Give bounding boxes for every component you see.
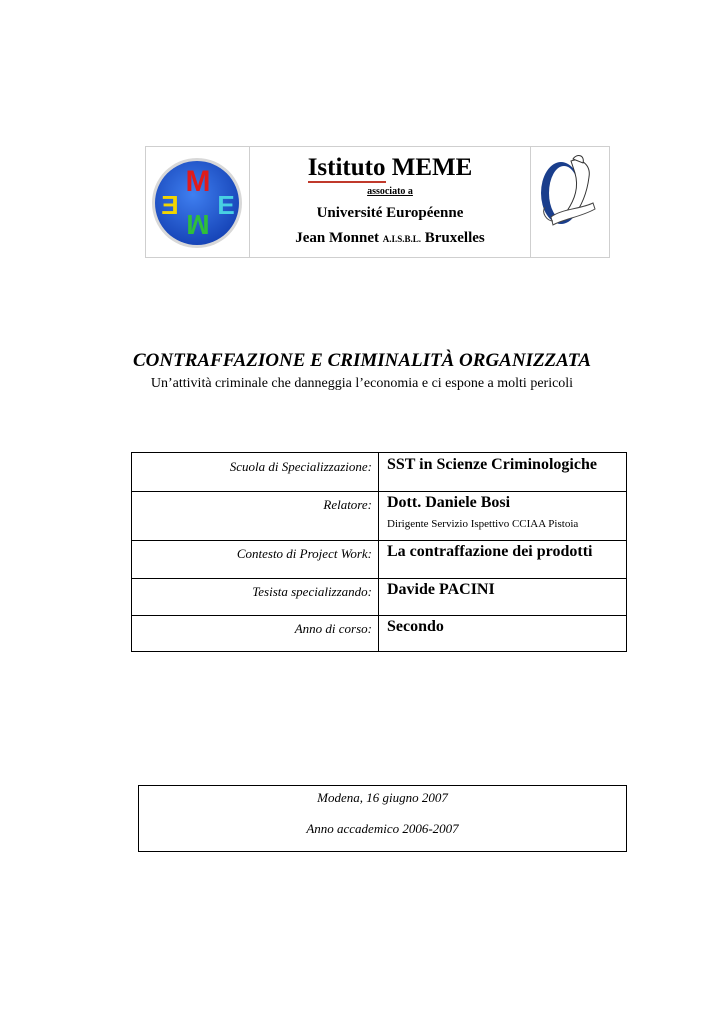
row-label: Relatore: (132, 491, 379, 540)
eagle-seal (530, 147, 609, 257)
header-box (145, 146, 610, 258)
university-name: Université Européenne (316, 205, 464, 221)
row-label: Scuola di Specializzazione: (132, 453, 379, 491)
institute-title-word2: MEME (385, 154, 473, 181)
footer-box (138, 785, 627, 852)
logo-letter-e-left: E (161, 190, 179, 220)
row-label: Tesista specializzando: (132, 578, 379, 615)
row-value (380, 578, 626, 615)
jean-monnet-line (250, 230, 530, 247)
row-value-text: La contraffazione dei prodotti (387, 543, 593, 560)
document-subtitle: Un’attività criminale che danneggia l’economia e ci espone a molti pericoli (150, 376, 574, 391)
row-value (380, 491, 626, 540)
info-table (131, 452, 627, 652)
associated-label: associato a (367, 186, 413, 197)
row-value-text: Davide PACINI (387, 581, 495, 598)
table-row (132, 578, 626, 616)
row-label: Contesto di Project Work: (132, 540, 379, 578)
meme-logo-icon (146, 147, 249, 259)
institute-heading (250, 147, 530, 257)
jean-monnet-label: Jean Monnet (295, 230, 379, 246)
city-label: Bruxelles (424, 230, 485, 246)
aisbl-label: A.I.S.B.L. (382, 234, 421, 244)
row-value-subtext: Dirigente Servizio Ispettivo CCIAA Pistoia (387, 518, 579, 530)
eagle-seal-icon (531, 147, 609, 259)
table-row (132, 491, 626, 541)
table-row (132, 540, 626, 579)
row-value (380, 540, 626, 578)
meme-logo (146, 147, 250, 257)
row-value (380, 615, 626, 651)
institute-title (250, 154, 530, 182)
logo-letter-m-bottom: M (186, 209, 210, 240)
logo-letter-m-top: M (185, 165, 211, 198)
row-value-text: Secondo (387, 618, 444, 635)
table-row (132, 615, 626, 651)
institute-title-word1: Istituto (307, 154, 386, 181)
document-title: CONTRAFFAZIONE E CRIMINALITÀ ORGANIZZATA (132, 350, 592, 371)
table-row (132, 453, 626, 492)
row-value-text: Dott. Daniele Bosi (387, 494, 511, 511)
row-label: Anno di corso: (132, 615, 379, 651)
place-date: Modena, 16 giugno 2007 (317, 790, 448, 805)
academic-year: Anno accademico 2006-2007 (306, 821, 459, 836)
row-value-text: SST in Scienze Criminologiche (387, 456, 597, 473)
logo-letter-e-right: E (217, 190, 235, 220)
row-value (380, 453, 626, 491)
